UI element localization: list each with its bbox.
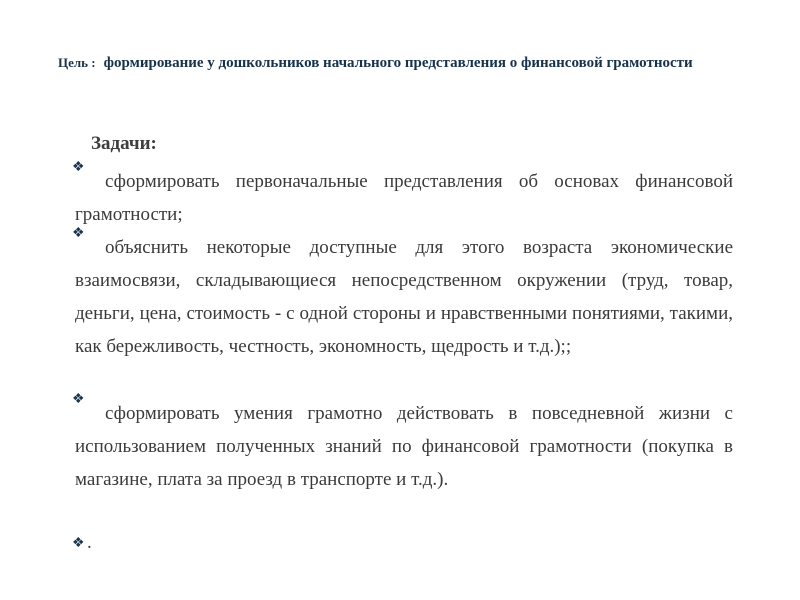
- diamond-bullet-icon: ❖: [72, 226, 85, 241]
- diamond-bullet-icon: ❖: [72, 392, 85, 407]
- task-text: сформировать первоначальные представления об основах финансовой грамотности;: [75, 171, 733, 225]
- goal-block: [48, 52, 748, 74]
- diamond-bullet-icon: ❖: [72, 536, 85, 551]
- list-item: [72, 392, 733, 529]
- empty-list-item: [72, 532, 92, 554]
- goal-text: формирование у дошкольников начального представления о финансовой грамотности: [103, 55, 693, 71]
- goal-label: Цель :: [58, 55, 96, 70]
- tasks-title: Задачи:: [91, 133, 157, 154]
- task-text: сформировать умения грамотно действовать в повседневной жизни с использованием полученных знаний по финансовой грамотности (покупка в магазине, плата за проезд в транспорте и т.д.).: [75, 403, 733, 490]
- list-item: [72, 226, 733, 397]
- task-text: объяснить некоторые доступные для этого возраста экономические взаимосвязи, складывающиеся непосредственном окружении (труд, товар, деньги, цена, стоимость - с одной стороны и нравственными понятиями, такими, как бережливость, честность, экономность, щедрость и т.д.);;: [75, 237, 733, 357]
- task-list: [72, 160, 733, 529]
- diamond-bullet-icon: ❖: [72, 160, 85, 175]
- list-item: [72, 160, 733, 231]
- empty-item-text: .: [87, 532, 92, 553]
